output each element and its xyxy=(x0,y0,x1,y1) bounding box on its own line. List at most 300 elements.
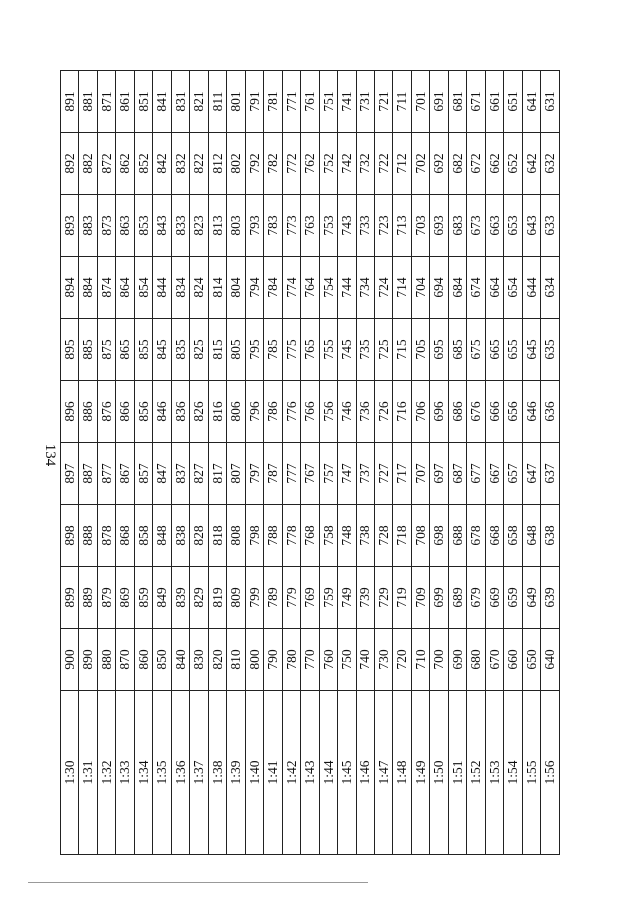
value-cell: 768 xyxy=(301,505,319,567)
value-cell: 696 xyxy=(430,381,448,443)
value-cell: 690 xyxy=(448,629,466,691)
time-cell: 1:47 xyxy=(374,691,392,855)
value-cell: 784 xyxy=(264,257,282,319)
value-cell: 841 xyxy=(153,71,171,133)
value-cell: 695 xyxy=(430,319,448,381)
value-cell: 697 xyxy=(430,443,448,505)
value-cell: 679 xyxy=(467,567,485,629)
value-cell: 765 xyxy=(301,319,319,381)
value-cell: 722 xyxy=(374,133,392,195)
table-row xyxy=(374,71,392,855)
value-cell: 783 xyxy=(264,195,282,257)
value-cell: 794 xyxy=(245,257,263,319)
value-cell: 654 xyxy=(504,257,522,319)
value-cell: 763 xyxy=(301,195,319,257)
value-cell: 730 xyxy=(374,629,392,691)
value-cell: 870 xyxy=(116,629,134,691)
value-cell: 683 xyxy=(448,195,466,257)
table-row xyxy=(208,71,226,855)
value-cell: 632 xyxy=(541,133,560,195)
value-cell: 820 xyxy=(208,629,226,691)
value-cell: 656 xyxy=(504,381,522,443)
value-cell: 682 xyxy=(448,133,466,195)
value-cell: 766 xyxy=(301,381,319,443)
table-row xyxy=(134,71,152,855)
value-cell: 899 xyxy=(61,567,79,629)
table-row xyxy=(541,71,560,855)
value-cell: 637 xyxy=(541,443,560,505)
value-cell: 698 xyxy=(430,505,448,567)
value-cell: 860 xyxy=(134,629,152,691)
value-cell: 741 xyxy=(338,71,356,133)
table-row xyxy=(245,71,263,855)
value-cell: 659 xyxy=(504,567,522,629)
value-cell: 746 xyxy=(338,381,356,443)
value-cell: 884 xyxy=(79,257,97,319)
value-cell: 655 xyxy=(504,319,522,381)
value-cell: 893 xyxy=(61,195,79,257)
value-cell: 657 xyxy=(504,443,522,505)
value-cell: 855 xyxy=(134,319,152,381)
value-cell: 717 xyxy=(393,443,411,505)
value-cell: 864 xyxy=(116,257,134,319)
value-cell: 772 xyxy=(282,133,300,195)
value-cell: 713 xyxy=(393,195,411,257)
value-cell: 833 xyxy=(171,195,189,257)
value-cell: 881 xyxy=(79,71,97,133)
value-cell: 723 xyxy=(374,195,392,257)
value-cell: 880 xyxy=(97,629,115,691)
value-cell: 764 xyxy=(301,257,319,319)
value-cell: 715 xyxy=(393,319,411,381)
value-cell: 890 xyxy=(79,629,97,691)
time-cell: 1:41 xyxy=(264,691,282,855)
value-cell: 724 xyxy=(374,257,392,319)
time-cell: 1:43 xyxy=(301,691,319,855)
value-cell: 640 xyxy=(541,629,560,691)
value-cell: 672 xyxy=(467,133,485,195)
value-cell: 878 xyxy=(97,505,115,567)
value-cell: 635 xyxy=(541,319,560,381)
value-cell: 858 xyxy=(134,505,152,567)
value-cell: 797 xyxy=(245,443,263,505)
table-row xyxy=(153,71,171,855)
value-cell: 822 xyxy=(190,133,208,195)
value-cell: 677 xyxy=(467,443,485,505)
time-cell: 1:33 xyxy=(116,691,134,855)
value-cell: 877 xyxy=(97,443,115,505)
value-cell: 742 xyxy=(338,133,356,195)
value-cell: 691 xyxy=(430,71,448,133)
value-cell: 665 xyxy=(485,319,503,381)
value-cell: 725 xyxy=(374,319,392,381)
value-cell: 840 xyxy=(171,629,189,691)
value-cell: 900 xyxy=(61,629,79,691)
value-cell: 688 xyxy=(448,505,466,567)
value-cell: 639 xyxy=(541,567,560,629)
value-cell: 751 xyxy=(319,71,337,133)
value-cell: 838 xyxy=(171,505,189,567)
value-cell: 727 xyxy=(374,443,392,505)
time-cell: 1:45 xyxy=(338,691,356,855)
value-cell: 796 xyxy=(245,381,263,443)
value-cell: 671 xyxy=(467,71,485,133)
value-cell: 898 xyxy=(61,505,79,567)
score-table xyxy=(60,70,560,855)
value-cell: 773 xyxy=(282,195,300,257)
value-cell: 699 xyxy=(430,567,448,629)
value-cell: 645 xyxy=(522,319,540,381)
value-cell: 714 xyxy=(393,257,411,319)
value-cell: 809 xyxy=(227,567,245,629)
value-cell: 830 xyxy=(190,629,208,691)
value-cell: 828 xyxy=(190,505,208,567)
value-cell: 811 xyxy=(208,71,226,133)
time-cell: 1:56 xyxy=(541,691,560,855)
value-cell: 863 xyxy=(116,195,134,257)
value-cell: 670 xyxy=(485,629,503,691)
time-cell: 1:52 xyxy=(467,691,485,855)
value-cell: 673 xyxy=(467,195,485,257)
value-cell: 734 xyxy=(356,257,374,319)
value-cell: 634 xyxy=(541,257,560,319)
value-cell: 862 xyxy=(116,133,134,195)
score-table-container xyxy=(60,70,560,855)
value-cell: 740 xyxy=(356,629,374,691)
time-cell: 1:35 xyxy=(153,691,171,855)
value-cell: 837 xyxy=(171,443,189,505)
value-cell: 710 xyxy=(411,629,429,691)
value-cell: 636 xyxy=(541,381,560,443)
value-cell: 789 xyxy=(264,567,282,629)
time-cell: 1:48 xyxy=(393,691,411,855)
value-cell: 857 xyxy=(134,443,152,505)
table-row xyxy=(393,71,411,855)
value-cell: 892 xyxy=(61,133,79,195)
table-row xyxy=(171,71,189,855)
value-cell: 806 xyxy=(227,381,245,443)
value-cell: 704 xyxy=(411,257,429,319)
time-cell: 1:34 xyxy=(134,691,152,855)
value-cell: 843 xyxy=(153,195,171,257)
value-cell: 824 xyxy=(190,257,208,319)
value-cell: 799 xyxy=(245,567,263,629)
value-cell: 662 xyxy=(485,133,503,195)
value-cell: 669 xyxy=(485,567,503,629)
value-cell: 897 xyxy=(61,443,79,505)
time-cell: 1:32 xyxy=(97,691,115,855)
time-cell: 1:30 xyxy=(61,691,79,855)
value-cell: 760 xyxy=(319,629,337,691)
value-cell: 692 xyxy=(430,133,448,195)
value-cell: 707 xyxy=(411,443,429,505)
time-cell: 1:49 xyxy=(411,691,429,855)
table-row xyxy=(522,71,540,855)
value-cell: 846 xyxy=(153,381,171,443)
value-cell: 736 xyxy=(356,381,374,443)
value-cell: 853 xyxy=(134,195,152,257)
table-row xyxy=(79,71,97,855)
time-cell: 1:37 xyxy=(190,691,208,855)
value-cell: 708 xyxy=(411,505,429,567)
time-cell: 1:31 xyxy=(79,691,97,855)
value-cell: 631 xyxy=(541,71,560,133)
value-cell: 674 xyxy=(467,257,485,319)
value-cell: 821 xyxy=(190,71,208,133)
value-cell: 728 xyxy=(374,505,392,567)
value-cell: 706 xyxy=(411,381,429,443)
value-cell: 646 xyxy=(522,381,540,443)
table-row xyxy=(301,71,319,855)
value-cell: 648 xyxy=(522,505,540,567)
table-row xyxy=(282,71,300,855)
value-cell: 738 xyxy=(356,505,374,567)
value-cell: 642 xyxy=(522,133,540,195)
value-cell: 719 xyxy=(393,567,411,629)
table-row xyxy=(338,71,356,855)
value-cell: 770 xyxy=(301,629,319,691)
value-cell: 750 xyxy=(338,629,356,691)
value-cell: 731 xyxy=(356,71,374,133)
value-cell: 847 xyxy=(153,443,171,505)
value-cell: 842 xyxy=(153,133,171,195)
value-cell: 681 xyxy=(448,71,466,133)
value-cell: 781 xyxy=(264,71,282,133)
value-cell: 748 xyxy=(338,505,356,567)
value-cell: 810 xyxy=(227,629,245,691)
value-cell: 668 xyxy=(485,505,503,567)
value-cell: 804 xyxy=(227,257,245,319)
table-row xyxy=(227,71,245,855)
value-cell: 836 xyxy=(171,381,189,443)
value-cell: 761 xyxy=(301,71,319,133)
value-cell: 776 xyxy=(282,381,300,443)
value-cell: 779 xyxy=(282,567,300,629)
value-cell: 759 xyxy=(319,567,337,629)
time-cell: 1:40 xyxy=(245,691,263,855)
value-cell: 876 xyxy=(97,381,115,443)
value-cell: 891 xyxy=(61,71,79,133)
value-cell: 745 xyxy=(338,319,356,381)
value-cell: 888 xyxy=(79,505,97,567)
value-cell: 735 xyxy=(356,319,374,381)
value-cell: 875 xyxy=(97,319,115,381)
value-cell: 774 xyxy=(282,257,300,319)
value-cell: 702 xyxy=(411,133,429,195)
value-cell: 661 xyxy=(485,71,503,133)
value-cell: 787 xyxy=(264,443,282,505)
value-cell: 653 xyxy=(504,195,522,257)
table-row xyxy=(448,71,466,855)
value-cell: 647 xyxy=(522,443,540,505)
value-cell: 711 xyxy=(393,71,411,133)
value-cell: 756 xyxy=(319,381,337,443)
value-cell: 854 xyxy=(134,257,152,319)
value-cell: 835 xyxy=(171,319,189,381)
value-cell: 859 xyxy=(134,567,152,629)
value-cell: 865 xyxy=(116,319,134,381)
value-cell: 755 xyxy=(319,319,337,381)
value-cell: 652 xyxy=(504,133,522,195)
value-cell: 786 xyxy=(264,381,282,443)
value-cell: 744 xyxy=(338,257,356,319)
table-row xyxy=(411,71,429,855)
value-cell: 873 xyxy=(97,195,115,257)
value-cell: 850 xyxy=(153,629,171,691)
value-cell: 844 xyxy=(153,257,171,319)
value-cell: 832 xyxy=(171,133,189,195)
value-cell: 675 xyxy=(467,319,485,381)
value-cell: 819 xyxy=(208,567,226,629)
value-cell: 872 xyxy=(97,133,115,195)
value-cell: 887 xyxy=(79,443,97,505)
value-cell: 678 xyxy=(467,505,485,567)
value-cell: 856 xyxy=(134,381,152,443)
table-row xyxy=(485,71,503,855)
value-cell: 718 xyxy=(393,505,411,567)
value-cell: 849 xyxy=(153,567,171,629)
value-cell: 703 xyxy=(411,195,429,257)
value-cell: 644 xyxy=(522,257,540,319)
value-cell: 775 xyxy=(282,319,300,381)
value-cell: 823 xyxy=(190,195,208,257)
table-row xyxy=(61,71,79,855)
table-row xyxy=(264,71,282,855)
value-cell: 737 xyxy=(356,443,374,505)
value-cell: 716 xyxy=(393,381,411,443)
value-cell: 896 xyxy=(61,381,79,443)
time-cell: 1:39 xyxy=(227,691,245,855)
value-cell: 886 xyxy=(79,381,97,443)
time-cell: 1:53 xyxy=(485,691,503,855)
value-cell: 650 xyxy=(522,629,540,691)
value-cell: 777 xyxy=(282,443,300,505)
value-cell: 780 xyxy=(282,629,300,691)
value-cell: 827 xyxy=(190,443,208,505)
time-cell: 1:50 xyxy=(430,691,448,855)
value-cell: 749 xyxy=(338,567,356,629)
value-cell: 808 xyxy=(227,505,245,567)
time-cell: 1:54 xyxy=(504,691,522,855)
value-cell: 845 xyxy=(153,319,171,381)
value-cell: 694 xyxy=(430,257,448,319)
table-row xyxy=(504,71,522,855)
value-cell: 851 xyxy=(134,71,152,133)
value-cell: 767 xyxy=(301,443,319,505)
value-cell: 747 xyxy=(338,443,356,505)
time-cell: 1:42 xyxy=(282,691,300,855)
value-cell: 812 xyxy=(208,133,226,195)
time-cell: 1:46 xyxy=(356,691,374,855)
value-cell: 667 xyxy=(485,443,503,505)
value-cell: 686 xyxy=(448,381,466,443)
value-cell: 825 xyxy=(190,319,208,381)
value-cell: 818 xyxy=(208,505,226,567)
value-cell: 757 xyxy=(319,443,337,505)
value-cell: 676 xyxy=(467,381,485,443)
value-cell: 687 xyxy=(448,443,466,505)
time-cell: 1:36 xyxy=(171,691,189,855)
value-cell: 733 xyxy=(356,195,374,257)
value-cell: 829 xyxy=(190,567,208,629)
value-cell: 861 xyxy=(116,71,134,133)
value-cell: 869 xyxy=(116,567,134,629)
value-cell: 638 xyxy=(541,505,560,567)
value-cell: 721 xyxy=(374,71,392,133)
table-row xyxy=(467,71,485,855)
time-cell: 1:38 xyxy=(208,691,226,855)
table-row xyxy=(97,71,115,855)
value-cell: 680 xyxy=(467,629,485,691)
value-cell: 666 xyxy=(485,381,503,443)
value-cell: 700 xyxy=(430,629,448,691)
value-cell: 889 xyxy=(79,567,97,629)
table-row xyxy=(356,71,374,855)
value-cell: 814 xyxy=(208,257,226,319)
value-cell: 800 xyxy=(245,629,263,691)
value-cell: 762 xyxy=(301,133,319,195)
value-cell: 792 xyxy=(245,133,263,195)
value-cell: 641 xyxy=(522,71,540,133)
value-cell: 785 xyxy=(264,319,282,381)
value-cell: 752 xyxy=(319,133,337,195)
value-cell: 831 xyxy=(171,71,189,133)
value-cell: 866 xyxy=(116,381,134,443)
value-cell: 651 xyxy=(504,71,522,133)
value-cell: 685 xyxy=(448,319,466,381)
value-cell: 882 xyxy=(79,133,97,195)
value-cell: 633 xyxy=(541,195,560,257)
rotated-table-wrapper xyxy=(60,70,560,855)
value-cell: 791 xyxy=(245,71,263,133)
value-cell: 788 xyxy=(264,505,282,567)
value-cell: 782 xyxy=(264,133,282,195)
time-cell: 1:55 xyxy=(522,691,540,855)
value-cell: 874 xyxy=(97,257,115,319)
value-cell: 879 xyxy=(97,567,115,629)
value-cell: 758 xyxy=(319,505,337,567)
value-cell: 732 xyxy=(356,133,374,195)
value-cell: 883 xyxy=(79,195,97,257)
value-cell: 663 xyxy=(485,195,503,257)
value-cell: 801 xyxy=(227,71,245,133)
value-cell: 802 xyxy=(227,133,245,195)
value-cell: 778 xyxy=(282,505,300,567)
value-cell: 660 xyxy=(504,629,522,691)
value-cell: 769 xyxy=(301,567,319,629)
value-cell: 805 xyxy=(227,319,245,381)
value-cell: 739 xyxy=(356,567,374,629)
value-cell: 816 xyxy=(208,381,226,443)
value-cell: 848 xyxy=(153,505,171,567)
value-cell: 834 xyxy=(171,257,189,319)
value-cell: 813 xyxy=(208,195,226,257)
table-row xyxy=(430,71,448,855)
value-cell: 807 xyxy=(227,443,245,505)
table-row xyxy=(319,71,337,855)
footer-rule xyxy=(28,882,368,883)
time-cell: 1:44 xyxy=(319,691,337,855)
value-cell: 649 xyxy=(522,567,540,629)
page-number: 134 xyxy=(42,443,58,467)
value-cell: 643 xyxy=(522,195,540,257)
value-cell: 705 xyxy=(411,319,429,381)
table-body xyxy=(61,71,560,855)
value-cell: 795 xyxy=(245,319,263,381)
value-cell: 868 xyxy=(116,505,134,567)
value-cell: 701 xyxy=(411,71,429,133)
value-cell: 720 xyxy=(393,629,411,691)
